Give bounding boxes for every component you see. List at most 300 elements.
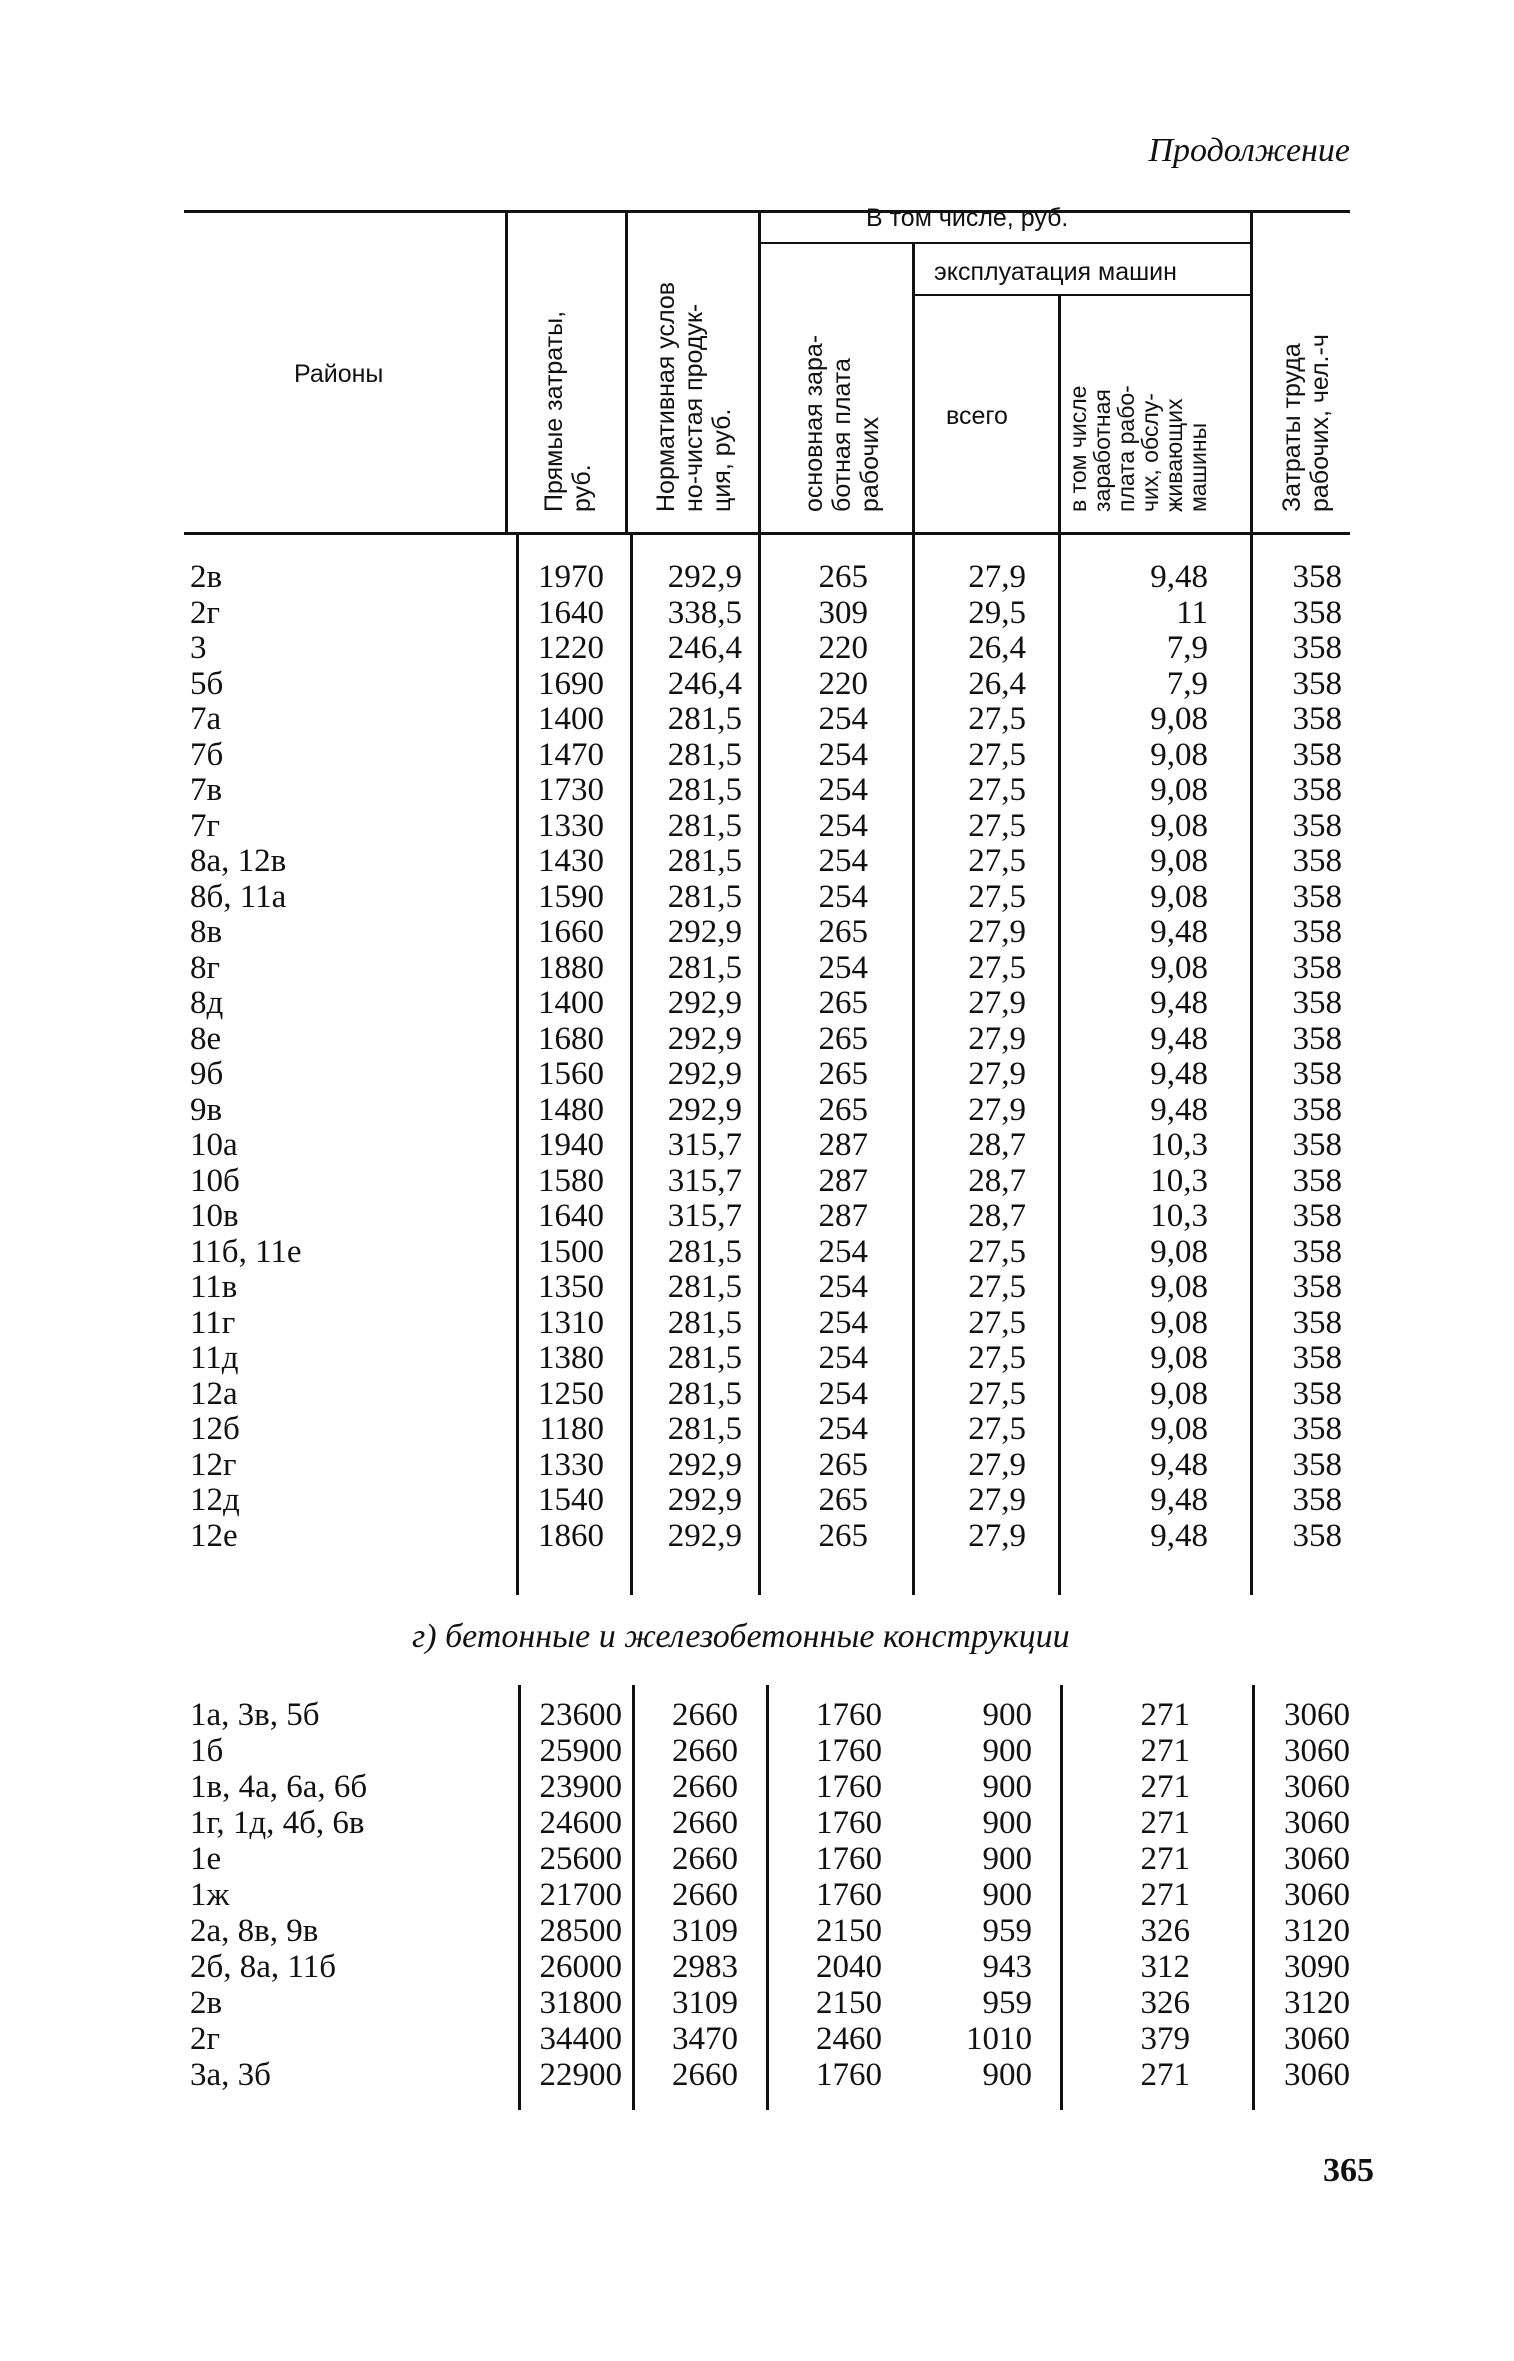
table-row — [0, 1950, 1514, 1985]
cell-district: 5б — [190, 665, 224, 702]
cell-machines-wages: 9,48 — [1150, 1482, 1208, 1518]
cell-district: 10в — [190, 1198, 239, 1234]
cell-machines-total: 27,9 — [968, 1446, 1026, 1483]
cell-normative: 281,5 — [667, 807, 742, 844]
cell-normative: 292,9 — [667, 1446, 742, 1483]
cell-machines-wages: 9,48 — [1150, 1517, 1208, 1554]
cell-base-wages: 265 — [818, 559, 868, 595]
cell-labor-costs: 358 — [1292, 1482, 1342, 1518]
cell-machines-wages: 11 — [1176, 594, 1208, 631]
table-row — [0, 1734, 1514, 1769]
cell-machines-wages: 9,08 — [1150, 1375, 1208, 1412]
cell-labor-costs: 358 — [1292, 1091, 1342, 1128]
table-row — [0, 1412, 1514, 1447]
cell-machines-wages: 312 — [1140, 1949, 1190, 1985]
cell-direct-costs: 23600 — [539, 1697, 622, 1733]
cell-machines-total: 959 — [982, 1985, 1032, 2021]
table-row — [0, 738, 1514, 773]
cell-normative: 292,9 — [667, 1517, 742, 1554]
cell-base-wages: 265 — [818, 1517, 868, 1554]
cell-labor-costs: 3060 — [1284, 1877, 1350, 1913]
cell-normative: 292,9 — [667, 914, 742, 950]
table-row — [0, 844, 1514, 879]
cell-machines-wages: 271 — [1140, 1769, 1190, 1805]
table-row — [0, 596, 1514, 631]
cell-machines-total: 959 — [982, 1913, 1032, 1949]
cell-district: 7г — [190, 807, 221, 844]
cell-machines-total: 27,9 — [968, 1020, 1026, 1057]
header-vline-6 — [1250, 210, 1253, 532]
header-including-group: В том числе, руб. — [866, 204, 1069, 232]
cell-machines-wages: 9,08 — [1150, 843, 1208, 879]
cell-base-wages: 1760 — [816, 1769, 882, 1805]
table-row — [0, 1093, 1514, 1128]
cell-normative: 292,9 — [667, 985, 742, 1021]
cell-base-wages: 2150 — [816, 1985, 882, 2021]
cell-direct-costs: 1540 — [538, 1482, 604, 1518]
table-row — [0, 773, 1514, 808]
cell-machines-wages: 326 — [1140, 1913, 1190, 1949]
cell-normative: 281,5 — [667, 1340, 742, 1376]
cell-base-wages: 254 — [818, 1411, 868, 1447]
cell-base-wages: 265 — [818, 985, 868, 1021]
cell-district: 8в — [190, 914, 223, 950]
cell-district: 1в, 4а, 6а, 6б — [190, 1769, 368, 1805]
cell-district: 8е — [190, 1020, 222, 1057]
table-row — [0, 560, 1514, 595]
cell-district: 2г — [190, 2021, 221, 2057]
cell-direct-costs: 1380 — [538, 1340, 604, 1376]
cell-labor-costs: 358 — [1292, 1340, 1342, 1376]
table-row — [0, 1057, 1514, 1092]
cell-labor-costs: 3120 — [1284, 1985, 1350, 2021]
cell-direct-costs: 1330 — [538, 807, 604, 844]
cell-machines-wages: 326 — [1140, 1985, 1190, 2021]
cell-direct-costs: 1310 — [538, 1304, 604, 1341]
cell-direct-costs: 1580 — [538, 1162, 604, 1199]
cell-district: 10а — [190, 1127, 238, 1163]
cell-labor-costs: 358 — [1292, 630, 1342, 666]
cell-district: 12а — [190, 1375, 238, 1412]
cell-normative: 281,5 — [667, 1304, 742, 1341]
cell-direct-costs: 1500 — [538, 1233, 604, 1270]
cell-direct-costs: 1590 — [538, 878, 604, 915]
table-row — [0, 1842, 1514, 1877]
table-row — [0, 951, 1514, 986]
cell-machines-total: 900 — [982, 1877, 1032, 1913]
cell-district: 3а, 3б — [190, 2057, 271, 2093]
cell-base-wages: 254 — [818, 878, 868, 915]
cell-machines-wages: 9,08 — [1150, 1411, 1208, 1447]
cell-labor-costs: 3060 — [1284, 2021, 1350, 2057]
cell-machines-total: 27,5 — [968, 1375, 1026, 1412]
cell-machines-wages: 9,08 — [1150, 949, 1208, 986]
cell-base-wages: 254 — [818, 1340, 868, 1376]
header-machine-operation: эксплуатация машин — [934, 258, 1177, 286]
cell-machines-total: 27,9 — [968, 559, 1026, 595]
cell-direct-costs: 1480 — [538, 1091, 604, 1128]
cell-labor-costs: 3120 — [1284, 1913, 1350, 1949]
cell-direct-costs: 28500 — [539, 1913, 622, 1949]
cell-normative: 315,7 — [667, 1198, 742, 1234]
cell-labor-costs: 358 — [1292, 1411, 1342, 1447]
cell-machines-total: 28,7 — [968, 1162, 1026, 1199]
table-row — [0, 702, 1514, 737]
table-row — [0, 2022, 1514, 2057]
cell-district: 8г — [190, 949, 221, 986]
cell-base-wages: 254 — [818, 1304, 868, 1341]
cell-labor-costs: 358 — [1292, 807, 1342, 844]
table-row — [0, 1986, 1514, 2021]
cell-labor-costs: 358 — [1292, 701, 1342, 737]
including-group-rule — [760, 242, 1250, 244]
cell-labor-costs: 3060 — [1284, 1841, 1350, 1877]
cell-base-wages: 254 — [818, 843, 868, 879]
table-row — [0, 1022, 1514, 1057]
cell-district: 1е — [190, 1841, 222, 1877]
cell-machines-wages: 7,9 — [1166, 630, 1208, 666]
cell-machines-wages: 271 — [1140, 2057, 1190, 2093]
cell-district: 9б — [190, 1056, 224, 1092]
cell-machines-wages: 271 — [1140, 1805, 1190, 1841]
cell-machines-total: 27,9 — [968, 985, 1026, 1021]
cell-normative: 246,4 — [667, 665, 742, 702]
cell-base-wages: 254 — [818, 949, 868, 986]
cell-normative: 338,5 — [667, 594, 742, 631]
cell-machines-wages: 10,3 — [1150, 1162, 1208, 1199]
cell-base-wages: 254 — [818, 1375, 868, 1412]
cell-machines-wages: 10,3 — [1150, 1198, 1208, 1234]
cell-machines-wages: 9,48 — [1150, 1446, 1208, 1483]
continuation-label: Продолжение — [1148, 132, 1350, 169]
cell-direct-costs: 1940 — [538, 1127, 604, 1163]
cell-labor-costs: 358 — [1292, 559, 1342, 595]
cell-district: 8б, 11а — [190, 878, 287, 915]
cell-machines-total: 27,5 — [968, 736, 1026, 773]
cell-machines-wages: 9,08 — [1150, 736, 1208, 773]
cell-normative: 3109 — [672, 1985, 738, 2021]
header-vline-2 — [625, 210, 628, 532]
table-row — [0, 1770, 1514, 1805]
cell-direct-costs: 1730 — [538, 772, 604, 808]
cell-machines-wages: 9,08 — [1150, 701, 1208, 737]
cell-district: 8д — [190, 985, 224, 1021]
cell-district: 1б — [190, 1733, 224, 1769]
section-title: г) бетонные и железобетонные конструкции — [412, 1618, 1070, 1655]
cell-direct-costs: 1660 — [538, 914, 604, 950]
cell-district: 2а, 8в, 9в — [190, 1913, 319, 1949]
cell-machines-total: 27,9 — [968, 1517, 1026, 1554]
table-row — [0, 1377, 1514, 1412]
cell-direct-costs: 34400 — [539, 2021, 622, 2057]
cell-direct-costs: 23900 — [539, 1769, 622, 1805]
cell-machines-wages: 9,48 — [1150, 559, 1208, 595]
cell-labor-costs: 3060 — [1284, 2057, 1350, 2093]
cell-labor-costs: 358 — [1292, 594, 1342, 631]
cell-machines-total: 27,5 — [968, 772, 1026, 808]
header-base-wages: основная зара- ботная плата рабочих — [800, 334, 884, 512]
cell-district: 3 — [190, 630, 207, 666]
header-top-rule — [184, 210, 1350, 213]
page-number: 365 — [1323, 2152, 1374, 2189]
cell-base-wages: 265 — [818, 914, 868, 950]
cell-labor-costs: 3060 — [1284, 1805, 1350, 1841]
cell-labor-costs: 358 — [1292, 1375, 1342, 1412]
cell-normative: 292,9 — [667, 559, 742, 595]
cell-machines-total: 26,4 — [968, 665, 1026, 702]
cell-district: 7а — [190, 701, 222, 737]
cell-labor-costs: 3060 — [1284, 1733, 1350, 1769]
table-row — [0, 1483, 1514, 1518]
cell-machines-wages: 9,08 — [1150, 878, 1208, 915]
cell-machines-total: 27,9 — [968, 1482, 1026, 1518]
cell-machines-wages: 271 — [1140, 1841, 1190, 1877]
cell-normative: 281,5 — [667, 1269, 742, 1305]
cell-district: 11д — [190, 1340, 239, 1376]
cell-district: 10б — [190, 1162, 240, 1199]
cell-machines-wages: 9,08 — [1150, 1269, 1208, 1305]
cell-district: 8а, 12в — [190, 843, 287, 879]
cell-direct-costs: 1970 — [538, 559, 604, 595]
cell-machines-total: 27,9 — [968, 914, 1026, 950]
cell-normative: 292,9 — [667, 1056, 742, 1092]
cell-district: 2в — [190, 559, 223, 595]
cell-labor-costs: 358 — [1292, 843, 1342, 879]
cell-machines-wages: 9,48 — [1150, 985, 1208, 1021]
cell-labor-costs: 358 — [1292, 736, 1342, 773]
cell-district: 12д — [190, 1482, 240, 1518]
header-including-wages: в том числе заработная плата рабо- чих, обслу- живающих машины — [1065, 385, 1211, 512]
cell-district: 12б — [190, 1411, 240, 1447]
cell-machines-wages: 271 — [1140, 1733, 1190, 1769]
cell-normative: 3109 — [672, 1913, 738, 1949]
table-row — [0, 2058, 1514, 2093]
cell-district: 11в — [190, 1269, 238, 1305]
cell-normative: 315,7 — [667, 1162, 742, 1199]
cell-base-wages: 254 — [818, 807, 868, 844]
cell-base-wages: 265 — [818, 1446, 868, 1483]
cell-base-wages: 220 — [818, 665, 868, 702]
table-row — [0, 1306, 1514, 1341]
cell-district: 7б — [190, 736, 224, 773]
cell-normative: 2660 — [672, 1841, 738, 1877]
cell-labor-costs: 358 — [1292, 665, 1342, 702]
table-row — [0, 1519, 1514, 1554]
machines-group-rule — [912, 294, 1250, 296]
cell-machines-total: 27,5 — [968, 949, 1026, 986]
cell-base-wages: 287 — [818, 1162, 868, 1199]
cell-machines-total: 900 — [982, 1841, 1032, 1877]
cell-normative: 246,4 — [667, 630, 742, 666]
cell-direct-costs: 1350 — [538, 1269, 604, 1305]
cell-machines-total: 27,5 — [968, 878, 1026, 915]
cell-direct-costs: 1220 — [538, 630, 604, 666]
cell-direct-costs: 26000 — [539, 1949, 622, 1985]
cell-direct-costs: 1680 — [538, 1020, 604, 1057]
header-vline-4 — [912, 242, 915, 532]
cell-normative: 2660 — [672, 1733, 738, 1769]
cell-labor-costs: 358 — [1292, 1198, 1342, 1234]
cell-district: 1ж — [190, 1877, 230, 1913]
cell-district: 12е — [190, 1517, 238, 1554]
cell-base-wages: 254 — [818, 1233, 868, 1270]
table-row — [0, 809, 1514, 844]
cell-labor-costs: 358 — [1292, 1127, 1342, 1163]
cell-labor-costs: 358 — [1292, 985, 1342, 1021]
cell-labor-costs: 3060 — [1284, 1697, 1350, 1733]
cell-machines-wages: 9,48 — [1150, 1056, 1208, 1092]
header-districts: Районы — [294, 360, 384, 388]
cell-machines-total: 27,5 — [968, 807, 1026, 844]
cell-direct-costs: 1400 — [538, 701, 604, 737]
cell-normative: 2660 — [672, 1877, 738, 1913]
table-row — [0, 1164, 1514, 1199]
table-row — [0, 667, 1514, 702]
cell-direct-costs: 25600 — [539, 1841, 622, 1877]
cell-machines-wages: 9,08 — [1150, 1304, 1208, 1341]
cell-direct-costs: 24600 — [539, 1805, 622, 1841]
cell-machines-wages: 7,9 — [1166, 665, 1208, 702]
cell-direct-costs: 1470 — [538, 736, 604, 773]
table-row — [0, 1235, 1514, 1270]
header-direct-costs: Прямые затраты, руб. — [540, 310, 596, 512]
cell-machines-wages: 9,48 — [1150, 1020, 1208, 1057]
cell-machines-total: 29,5 — [968, 594, 1026, 631]
cell-machines-total: 27,5 — [968, 1269, 1026, 1305]
cell-direct-costs: 1560 — [538, 1056, 604, 1092]
cell-base-wages: 254 — [818, 701, 868, 737]
cell-direct-costs: 22900 — [539, 2057, 622, 2093]
cell-base-wages: 265 — [818, 1091, 868, 1128]
cell-direct-costs: 31800 — [539, 1985, 622, 2021]
cell-district: 12г — [190, 1446, 237, 1483]
cell-normative: 292,9 — [667, 1020, 742, 1057]
cell-base-wages: 1760 — [816, 1697, 882, 1733]
cell-direct-costs: 25900 — [539, 1733, 622, 1769]
table-row — [0, 1448, 1514, 1483]
header-vline-3 — [758, 210, 761, 532]
cell-machines-total: 27,9 — [968, 1091, 1026, 1128]
cell-labor-costs: 358 — [1292, 878, 1342, 915]
cell-normative: 2660 — [672, 2057, 738, 2093]
cell-base-wages: 1760 — [816, 1733, 882, 1769]
cell-normative: 281,5 — [667, 772, 742, 808]
table-row — [0, 986, 1514, 1021]
cell-base-wages: 1760 — [816, 1841, 882, 1877]
cell-labor-costs: 358 — [1292, 772, 1342, 808]
cell-labor-costs: 358 — [1292, 1162, 1342, 1199]
table-row — [0, 1341, 1514, 1376]
cell-base-wages: 265 — [818, 1482, 868, 1518]
cell-base-wages: 1760 — [816, 1877, 882, 1913]
cell-normative: 2660 — [672, 1805, 738, 1841]
cell-machines-total: 27,5 — [968, 843, 1026, 879]
table-row — [0, 1270, 1514, 1305]
cell-machines-total: 27,9 — [968, 1056, 1026, 1092]
cell-base-wages: 309 — [818, 594, 868, 631]
cell-normative: 281,5 — [667, 1375, 742, 1412]
cell-base-wages: 287 — [818, 1198, 868, 1234]
cell-normative: 281,5 — [667, 949, 742, 986]
cell-machines-total: 27,5 — [968, 1304, 1026, 1341]
cell-district: 9в — [190, 1091, 223, 1128]
cell-machines-wages: 9,48 — [1150, 914, 1208, 950]
cell-direct-costs: 1880 — [538, 949, 604, 986]
cell-machines-wages: 9,48 — [1150, 1091, 1208, 1128]
cell-base-wages: 254 — [818, 772, 868, 808]
cell-direct-costs: 1430 — [538, 843, 604, 879]
cell-labor-costs: 358 — [1292, 1269, 1342, 1305]
cell-district: 11г — [190, 1304, 236, 1341]
cell-base-wages: 2150 — [816, 1913, 882, 1949]
cell-machines-wages: 379 — [1140, 2021, 1190, 2057]
table-row — [0, 631, 1514, 666]
table-row — [0, 880, 1514, 915]
table-row — [0, 1698, 1514, 1733]
cell-district: 1г, 1д, 4б, 6в — [190, 1805, 365, 1841]
table-row — [0, 1199, 1514, 1234]
cell-base-wages: 1760 — [816, 2057, 882, 2093]
cell-direct-costs: 1860 — [538, 1517, 604, 1554]
cell-direct-costs: 1640 — [538, 594, 604, 631]
cell-machines-total: 943 — [982, 1949, 1032, 1985]
cell-normative: 2660 — [672, 1697, 738, 1733]
cell-labor-costs: 358 — [1292, 1517, 1342, 1554]
cell-machines-total: 27,5 — [968, 1233, 1026, 1270]
cell-direct-costs: 1400 — [538, 985, 604, 1021]
cell-machines-total: 26,4 — [968, 630, 1026, 666]
cell-district: 11б, 11е — [190, 1233, 302, 1270]
cell-normative: 281,5 — [667, 701, 742, 737]
cell-normative: 281,5 — [667, 878, 742, 915]
cell-direct-costs: 1180 — [539, 1411, 604, 1447]
cell-machines-wages: 9,08 — [1150, 1233, 1208, 1270]
cell-labor-costs: 358 — [1292, 1446, 1342, 1483]
cell-direct-costs: 21700 — [539, 1877, 622, 1913]
cell-machines-total: 27,5 — [968, 1340, 1026, 1376]
cell-normative: 281,5 — [667, 843, 742, 879]
cell-machines-total: 27,5 — [968, 701, 1026, 737]
cell-base-wages: 265 — [818, 1056, 868, 1092]
table-row — [0, 1806, 1514, 1841]
header-bottom-rule — [184, 532, 1350, 535]
cell-machines-total: 900 — [982, 1733, 1032, 1769]
cell-district: 1а, 3в, 5б — [190, 1697, 320, 1733]
cell-machines-total: 28,7 — [968, 1127, 1026, 1163]
cell-labor-costs: 3090 — [1284, 1949, 1350, 1985]
table-row — [0, 1878, 1514, 1913]
cell-direct-costs: 1330 — [538, 1446, 604, 1483]
cell-machines-wages: 9,08 — [1150, 807, 1208, 844]
cell-direct-costs: 1250 — [538, 1375, 604, 1412]
cell-labor-costs: 358 — [1292, 1233, 1342, 1270]
cell-normative: 281,5 — [667, 1411, 742, 1447]
cell-labor-costs: 358 — [1292, 1020, 1342, 1057]
header-normative-net-output: Нормативная услов но-чистая продук- ция, руб. — [652, 281, 736, 512]
cell-normative: 2983 — [672, 1949, 738, 1985]
header-total: всего — [946, 402, 1008, 430]
cell-normative: 3470 — [672, 2021, 738, 2057]
cell-machines-total: 900 — [982, 1805, 1032, 1841]
cell-labor-costs: 358 — [1292, 949, 1342, 986]
cell-machines-wages: 271 — [1140, 1697, 1190, 1733]
cell-labor-costs: 358 — [1292, 914, 1342, 950]
cell-machines-wages: 9,08 — [1150, 772, 1208, 808]
cell-machines-total: 28,7 — [968, 1198, 1026, 1234]
cell-base-wages: 2040 — [816, 1949, 882, 1985]
cell-base-wages: 254 — [818, 736, 868, 773]
cell-base-wages: 287 — [818, 1127, 868, 1163]
